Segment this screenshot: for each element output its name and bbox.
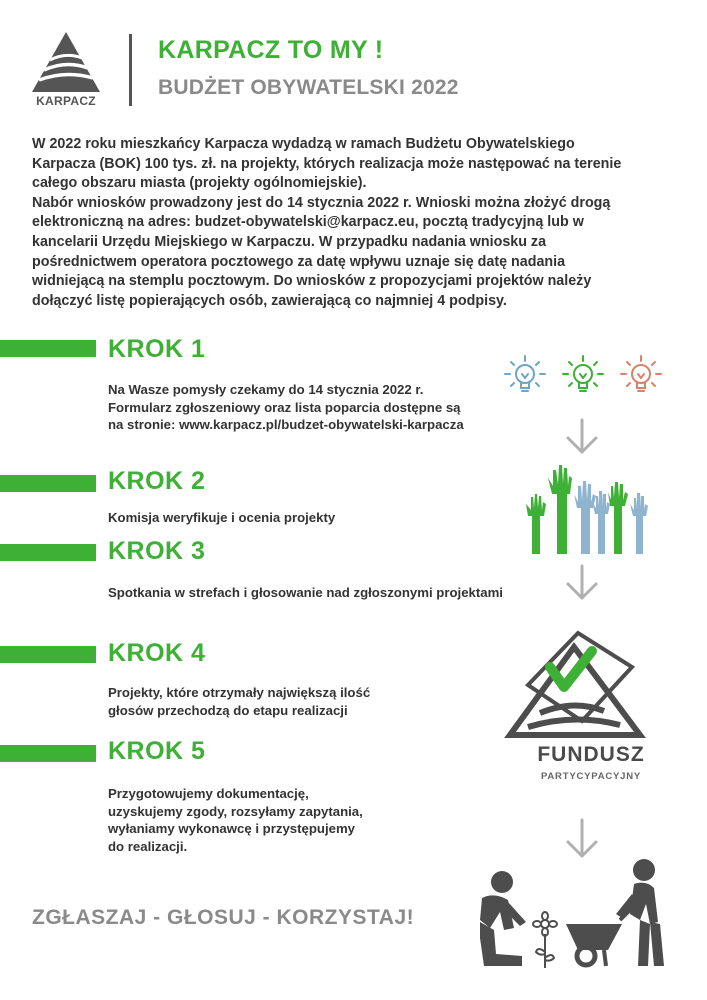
step-5-text: Przygotowujemy dokumentację, uzyskujemy zgody, rozsyłamy zapytania, wyłaniamy wykonawcę i przystępujemy do realizacji. xyxy=(108,786,363,854)
step-3-label: KROK 3 xyxy=(108,537,206,565)
raised-hands-icon xyxy=(524,462,649,554)
intro-line: całego obszaru miasta (projekty ogólnomiejskie). xyxy=(32,175,367,192)
step-3-bar xyxy=(0,544,96,561)
step-4-label: KROK 4 xyxy=(108,639,206,667)
intro-line: Karpacza (BOK) 100 tys. zł. na projekty, których realizacja może następować na terenie xyxy=(32,155,622,172)
lightbulb-icon xyxy=(616,352,666,402)
step-3-text: Spotkania w strefach i głosowanie nad zgłoszonymi projektami xyxy=(108,585,503,600)
intro-line: kancelarii Urzędu Miejskiego w Karpaczu. W przypadku nadania wniosku za xyxy=(32,233,547,250)
slogan: ZGŁASZAJ - GŁOSUJ - KORZYSTAJ! xyxy=(32,906,415,929)
flower-icon xyxy=(532,912,558,970)
step-2-label: KROK 2 xyxy=(108,467,206,495)
step-2-text: Komisja weryfikuje i ocenia projekty xyxy=(108,510,336,525)
gardener-icon xyxy=(464,868,534,970)
intro-line: widniejącą na stemplu pocztowym. Do wniosków z propozycjami projektów należy xyxy=(32,273,592,290)
step-1-label: KROK 1 xyxy=(108,335,206,363)
logo-text: KARPACZ xyxy=(36,94,96,108)
step-5-bar xyxy=(0,745,96,762)
intro-line: elektroniczną na adres: budzet-obywatelski@karpacz.eu, pocztą tradycyjną lub w xyxy=(32,214,584,231)
step-1-bar xyxy=(0,340,96,357)
step-2-bar xyxy=(0,475,96,492)
intro-line: W 2022 roku mieszkańcy Karpacza wydadzą w ramach Budżetu Obywatelskiego xyxy=(32,136,575,152)
intro-line: dołączyć listę popierających osób, zawierającą co najmniej 4 podpisy. xyxy=(32,292,507,309)
page-subtitle: BUDŻET OBYWATELSKI 2022 xyxy=(158,76,459,99)
arrow-down-icon xyxy=(564,564,600,602)
header-divider xyxy=(129,34,132,106)
wheelbarrow-icon xyxy=(560,858,668,970)
ballot-icon xyxy=(500,625,650,743)
step-5-label: KROK 5 xyxy=(108,737,206,765)
lightbulb-icon xyxy=(500,352,550,402)
step-4-bar xyxy=(0,646,96,663)
arrow-down-icon xyxy=(564,418,600,456)
lightbulb-icon xyxy=(558,352,608,402)
intro-line: Nabór wniosków prowadzony jest do 14 stycznia 2022 r. Wnioski można złożyć drogą xyxy=(32,194,611,211)
page-title: KARPACZ TO MY ! xyxy=(158,36,384,64)
step-1-text: Na Wasze pomysły czekamy do 14 stycznia 2022 r. Formularz zgłoszeniowy oraz lista poparcia dostępne są na stronie: www.karpacz.pl/budzet-obywatelski-karpacza xyxy=(108,382,464,432)
fundusz-title: FUNDUSZ xyxy=(537,743,645,766)
intro-line: pośrednictwem operatora pocztowego za datę wpływu uznaje się datę nadania xyxy=(32,253,566,270)
karpacz-logo-icon xyxy=(30,30,102,94)
fundusz-subtitle: PARTYCYPACYJNY xyxy=(540,771,642,782)
intro-text xyxy=(32,135,682,311)
arrow-down-icon xyxy=(564,818,600,860)
step-4-text: Projekty, które otrzymały największą ilość głosów przechodzą do etapu realizacji xyxy=(108,685,371,718)
